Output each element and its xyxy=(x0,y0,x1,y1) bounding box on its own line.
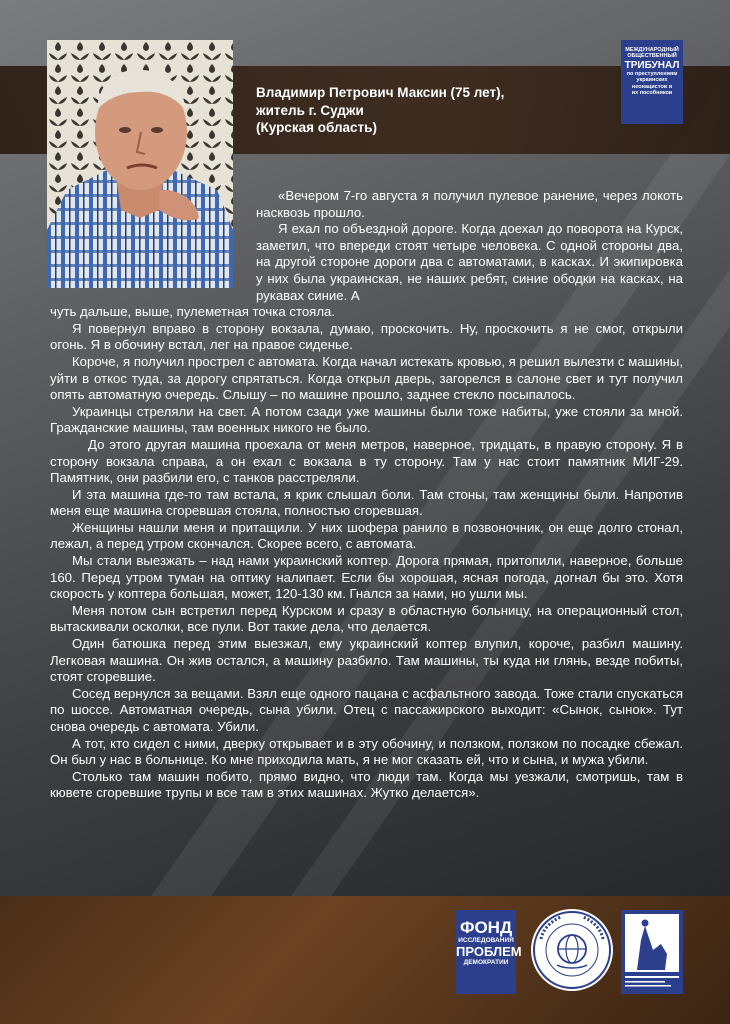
tribunal-logo-line: их пособников xyxy=(631,90,673,97)
testimony-paragraph: Один батюшка перед этим выезжал, ему украинский коптер влупил, короче, разбил машину. Легковая машина. Он жив остался, а машину разбило. Там машины, ты куда ни глянь, везде побиты, стоят сгоревшие. xyxy=(50,636,683,685)
testimony-paragraph: Столько там машин побито, прямо видно, что люди там. Когда мы уезжали, смотришь, там в кювете сгоревшие трупы и все там в этих машинах. Жутко делается». xyxy=(50,768,683,801)
tribunal-logo-line: украинских xyxy=(636,77,668,84)
fond-logo-title: ФОНД xyxy=(459,918,513,937)
testimony-paragraph: И эта машина где-то там встала, я крик слышал боли. Там стоны, там женщины были. Напротив меня еще машина сгоревшая стояла, полностью сгоревшая. xyxy=(50,486,683,519)
testimony-paragraph: «Вечером 7-го августа я получил пулевое ранение, через локоть насквозь прошло. xyxy=(256,188,683,220)
testimony-paragraph: Короче, я получил прострел с автомата. Когда начал истекать кровью, я решил вылезти с машины, уйти в откос туда, за дорогу спрятаться. Когда открыл дверь, загорелся в салоне свет и тут получил опять автоматную очередь. Слышу – по машине прошло, заднее стекло посыпалось. xyxy=(50,353,683,403)
testimony-paragraph: Украинцы стреляли на свет. А потом сзади уже машины были тоже набиты, уже стояли за мной. Гражданские машины, там военных никого не было. xyxy=(50,403,683,436)
tribunal-logo-line: неонацистов и xyxy=(631,83,673,90)
tribunal-logo-title: ТРИБУНАЛ xyxy=(624,59,680,71)
fond-logo-line: ДЕМОКРАТИИ xyxy=(463,958,509,966)
tribunal-logo-line: ОБЩЕСТВЕННЫЙ xyxy=(627,53,677,60)
speaker-header xyxy=(256,84,556,137)
testimony-paragraph: Сосед вернулся за вещами. Взял еще одного пацана с асфальтного завода. Тоже стали спускаться по шоссе. Автоматная очередь, сына убили. Отец с пассажирского выходит: «Сынок, сынок». Тут снова очередь с автомата. Убили. xyxy=(50,685,683,734)
testimony-paragraph: До этого другая машина проехала от меня метров, наверное, тридцать, в правую сторону. Я в сторону вокзала справа, а он ехал с вокзала в ту сторону. Там у нас стоит памятник МИГ-29. Памятник, они разбили его, с танков расстреляли. xyxy=(50,436,683,486)
speaker-residence: житель г. Суджи xyxy=(256,102,364,118)
testimony-paragraph: Мы стали выезжать – над нами украинский коптер. Дорога прямая, притопили, наверное, больше 160. Перед утром туман на оптику налипает. Если бы хорошая, ясная погода, догнал бы это. Хотя скорость у коптера большая, может, 120-130 км. Гнался за нами, но ушли мы. xyxy=(50,553,683,602)
speaker-region: (Курская область) xyxy=(256,120,377,135)
tribunal-logo-line: по преступлениям xyxy=(626,70,678,77)
public-chamber-logo xyxy=(621,910,683,994)
fond-logo-line: ИССЛЕДОВАНИЯ xyxy=(458,937,514,944)
testimony-paragraph: Женщины нашли меня и притащили. У них шофера ранило в позвоночник, он еще долго стонал, лежал, а перед утром скончался. Скорее всего, с автомата. xyxy=(50,519,683,552)
testimony-paragraph: Я повернул вправо в сторону вокзала, думаю, проскочить. Ну, проскочить я не смог, открыли огонь. Я в обочину встал, лег на правое сиденье. xyxy=(50,320,683,353)
globe-emblem-logo xyxy=(531,909,613,991)
testimony-paragraph: Я ехал по объездной дороге. Когда доехал до поворота на Курск, заметил, что впереди стоят четыре человека. С одной стороны два, на другой стороне дороги два с автоматами, в касках. И экипировка у них была украинская, не наших ребят, синие ободки на касках, на рукавах синие. А xyxy=(256,221,683,303)
speaker-name: Владимир Петрович Максин (75 лет), xyxy=(256,85,505,100)
tribunal-logo xyxy=(621,40,683,124)
fond-logo xyxy=(456,910,522,994)
testimony-paragraph: чуть дальше, выше, пулеметная точка стояла. xyxy=(50,304,336,320)
testimony-paragraph: А тот, кто сидел с ними, дверку открывает и в эту обочину, и ползком, ползком по посадке сбежал. Он был у нас в больнице. Ко мне приходила мать, я не мог сказать ей, что и сына, и мужа убили. xyxy=(50,735,683,768)
tribunal-logo-line: МЕЖДУНАРОДНЫЙ xyxy=(625,47,679,53)
testimony-paragraph: Меня потом сын встретил перед Курском и сразу в областную больницу, на операционный стол, вытаскивали осколки, все пули. Вот такие дела, что делается. xyxy=(50,602,683,635)
testimony-text xyxy=(50,188,683,802)
fond-logo-line: ПРОБЛЕМ xyxy=(456,943,522,959)
